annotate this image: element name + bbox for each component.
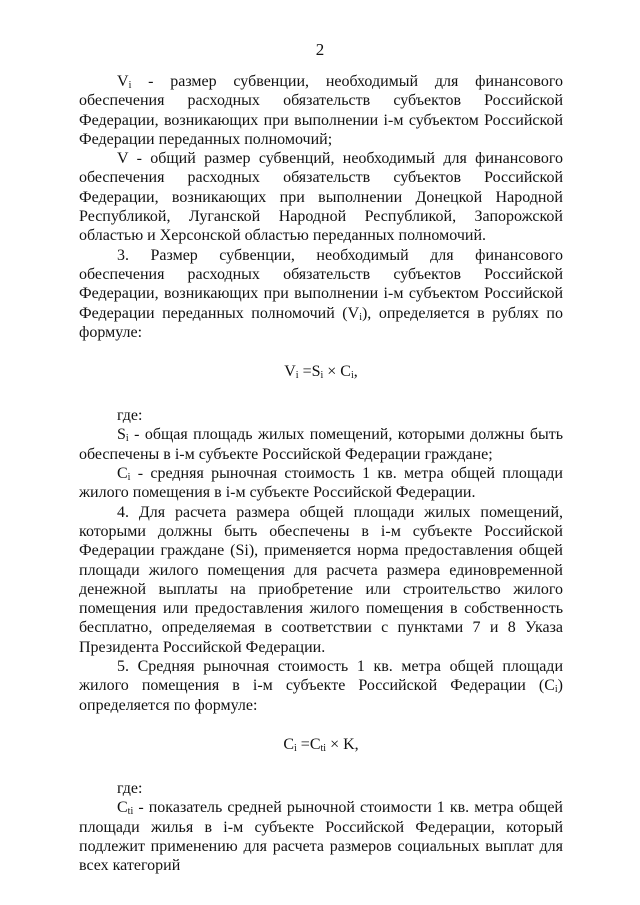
subscript: i <box>125 433 129 445</box>
subscript: i <box>350 370 354 382</box>
definition-text: - показатель средней рыночной стоимости 1 кв. метра общей площади жилья в i-м субъекте Российской Федерации, который подлежит применению для расчета размеров социальных выплат для всех категорий <box>79 799 563 875</box>
paragraph-5 <box>79 657 563 715</box>
subscript: i <box>294 742 297 754</box>
definition-cti <box>79 798 563 875</box>
paragraph-text: 3. Размер субвенции, необходимый для финансового обеспечения расходных обязательств субъектов Российской Федерации, возникающих при выполнении i-м субъектом Российской Федерации переданных полномочий (V <box>79 246 563 322</box>
formula-part: C <box>283 735 295 753</box>
paragraph-4: 4. Для расчета размера общей площади жилых помещений, которыми должны быть обеспечены в i-м субъекте Российской Федерации граждане (Si), применяется норма предоставления общей площади жилого помещения для расчета размера единовременной денежной выплаты на приобретение или строительство жилого помещения или предоставления жилого помещения в собственность бесплатно, определяемая в соответствии с пунктами 7 и 8 Указа Президента Российской Федерации. <box>79 503 563 656</box>
formula-vi <box>79 362 563 406</box>
subscript: i <box>295 370 299 382</box>
formula-part: =S <box>298 363 321 381</box>
subscript: ti <box>127 806 134 818</box>
where-label-2: где: <box>117 779 143 797</box>
subscript: i <box>554 684 558 696</box>
formula-part: × C <box>323 363 351 381</box>
symbol: C <box>117 799 128 817</box>
document-body <box>79 72 563 875</box>
subscript: i <box>359 311 362 323</box>
symbol: C <box>117 465 128 483</box>
subscript: i <box>128 80 132 91</box>
paragraph-3 <box>79 246 563 342</box>
paragraph-text: ), определяется в рублях по формуле: <box>79 304 563 341</box>
formula-part: × K, <box>326 735 359 753</box>
page-number: 2 <box>315 40 325 59</box>
definition-si <box>79 425 563 464</box>
definition-text: - средняя рыночная стоимость 1 кв. метра общей площади жилого помещения в i-м субъекте Российской Федерации. <box>79 465 563 502</box>
paragraph-text: 5. Средняя рыночная стоимость 1 кв. метра общей площади жилого помещения в i-м субъекте Российской Федерации (C <box>79 658 563 695</box>
definition-vi <box>79 72 563 149</box>
subscript: i <box>127 472 131 484</box>
paragraph-text: ) определяется по формуле: <box>79 677 563 714</box>
subscript: ti <box>320 742 327 754</box>
where-label-1: где: <box>117 407 143 425</box>
definition-ci <box>79 464 563 503</box>
symbol: S <box>117 426 126 444</box>
definition-text: - размер субвенции, необходимый для финансового обеспечения расходных обязательств субъектов Российской Федерации, возникающих при выполнении i-м субъектом Российской Федерации переданных полномочий; <box>79 73 563 148</box>
formula-ci <box>79 735 563 779</box>
subscript: i <box>320 370 324 382</box>
symbol: V <box>117 73 129 90</box>
formula-part: , <box>353 363 358 381</box>
formula-part: V <box>284 363 296 381</box>
definition-v: V - общий размер субвенций, необходимый для финансового обеспечения расходных обязательств субъектов Российской Федерации, возникающих при выполнении Донецкой Народной Республикой, Луганской Народной Республикой, Запорожской областью и Херсонской областью переданных полномочий. <box>79 150 563 245</box>
formula-part: =C <box>296 735 321 753</box>
definition-text: - общая площадь жилых помещений, которыми должны быть обеспечены в i-м субъекте Российской Федерации граждане; <box>79 426 563 463</box>
